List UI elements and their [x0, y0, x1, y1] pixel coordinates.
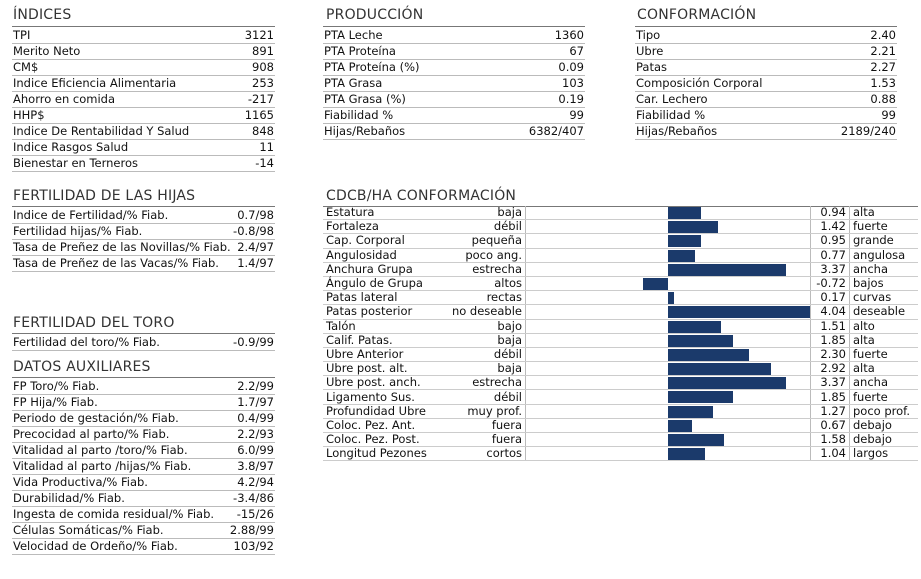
- cdcb-value: 0.77: [811, 248, 850, 262]
- list-row: [12, 76, 275, 92]
- row-label: Tasa de Preñez de las Vacas/% Fiab.: [13, 256, 219, 270]
- cdcb-trait: Coloc. Pez. Ant.: [323, 418, 439, 432]
- row-label: Vitalidad al parto /hijas/% Fiab.: [13, 459, 192, 473]
- row-label: Indice De Rentabilidad Y Salud: [13, 124, 190, 138]
- row-label: Periodo de gestación/% Fiab.: [13, 411, 179, 425]
- list-row: [12, 28, 275, 44]
- indices-list: [12, 28, 275, 172]
- cdcb-bar-cell: [526, 390, 811, 404]
- cdcb-bar: [668, 250, 695, 262]
- row-value: 4.2/94: [237, 475, 274, 489]
- cdcb-trait: Talón: [323, 319, 439, 333]
- cdcb-row: [323, 248, 918, 262]
- cdcb-trait: Longitud Pezones: [323, 447, 439, 461]
- cdcb-bar-cell: [526, 220, 811, 234]
- row-value: 3.8/97: [237, 459, 274, 473]
- row-label: PTA Grasa: [324, 76, 383, 90]
- cdcb-low-label: muy prof.: [439, 404, 526, 418]
- row-label: Hijas/Rebaños: [324, 124, 406, 138]
- list-row: [12, 140, 275, 156]
- cdcb-value: 1.04: [811, 447, 850, 461]
- cdcb-row: [323, 319, 918, 333]
- cdcb-high-label: largos: [850, 447, 919, 461]
- cdcb-value: 1.85: [811, 390, 850, 404]
- cdcb-low-label: estrecha: [439, 376, 526, 390]
- list-row: [12, 240, 275, 256]
- cdcb-trait: Ubre post. alt.: [323, 362, 439, 376]
- cdcb-bar-cell: [526, 248, 811, 262]
- row-label: Car. Lechero: [636, 92, 708, 106]
- row-label: Fiabilidad %: [636, 108, 706, 122]
- row-value: 908: [252, 60, 274, 74]
- conformacion-list: [635, 28, 897, 140]
- list-row: [323, 44, 585, 60]
- row-label: Ahorro en comida: [13, 92, 116, 106]
- cdcb-bar: [668, 235, 701, 247]
- cdcb-bar: [668, 420, 692, 432]
- cdcb-bar: [668, 221, 718, 233]
- row-value: 0.4/99: [237, 411, 274, 425]
- row-label: Hijas/Rebaños: [636, 124, 718, 138]
- list-row: [12, 427, 275, 443]
- cdcb-high-label: deseable: [850, 305, 919, 319]
- cdcb-trait: Estatura: [323, 206, 439, 220]
- row-value: 103/92: [233, 539, 274, 553]
- row-label: Precocidad al parto/% Fiab.: [13, 427, 170, 441]
- cdcb-high-label: debajo: [850, 433, 919, 447]
- cdcb-value: 1.51: [811, 319, 850, 333]
- cdcb-value: 3.37: [811, 262, 850, 276]
- cdcb-trait: Coloc. Pez. Post.: [323, 433, 439, 447]
- cdcb-value: -0.72: [811, 276, 850, 290]
- row-label: PTA Proteína: [324, 44, 396, 58]
- cdcb-bar: [668, 406, 713, 418]
- cdcb-high-label: poco prof.: [850, 404, 919, 418]
- row-value: 11: [259, 140, 274, 154]
- cdcb-trait: Patas lateral: [323, 291, 439, 305]
- row-value: -217: [247, 92, 274, 106]
- list-row: [12, 224, 275, 240]
- indices-title-rule: [12, 26, 275, 27]
- cdcb-value: 2.30: [811, 347, 850, 361]
- row-label: Células Somáticas/% Fiab.: [13, 523, 164, 537]
- list-row: [12, 208, 275, 224]
- cdcb-low-label: pequeña: [439, 234, 526, 248]
- fertilidad-toro-title-rule: [12, 333, 275, 334]
- cdcb-row: [323, 206, 918, 220]
- cdcb-trait: Ligamento Sus.: [323, 390, 439, 404]
- row-label: Indice Eficiencia Alimentaria: [13, 76, 177, 90]
- cdcb-row: [323, 262, 918, 276]
- row-label: Merito Neto: [13, 44, 81, 58]
- cdcb-trait: Calif. Patas.: [323, 333, 439, 347]
- cdcb-low-label: estrecha: [439, 262, 526, 276]
- list-row: [635, 76, 897, 92]
- row-label: Indice de Fertilidad/% Fiab.: [13, 208, 169, 222]
- cdcb-low-label: no deseable: [439, 305, 526, 319]
- cdcb-low-label: baja: [439, 333, 526, 347]
- row-label: FP Toro/% Fiab.: [13, 379, 100, 393]
- list-row: [12, 491, 275, 507]
- cdcb-trait: Angulosidad: [323, 248, 439, 262]
- cdcb-high-label: alta: [850, 206, 919, 220]
- cdcb-high-label: bajos: [850, 276, 919, 290]
- cdcb-trait: Ubre Anterior: [323, 347, 439, 361]
- cdcb-low-label: débil: [439, 347, 526, 361]
- cdcb-value: 0.94: [811, 206, 850, 220]
- row-label: Indice Rasgos Salud: [13, 140, 129, 154]
- indices-title: ÍNDICES: [13, 7, 72, 23]
- cdcb-value: 0.67: [811, 418, 850, 432]
- conformacion-title-rule: [635, 26, 897, 27]
- cdcb-row: [323, 418, 918, 432]
- cdcb-high-label: fuerte: [850, 220, 919, 234]
- list-row: [323, 92, 585, 108]
- cdcb-bar-cell: [526, 433, 811, 447]
- cdcb-bar-cell: [526, 376, 811, 390]
- list-row: [323, 76, 585, 92]
- cdcb-high-label: debajo: [850, 418, 919, 432]
- cdcb-value: 2.92: [811, 362, 850, 376]
- row-value: -14: [255, 156, 274, 170]
- list-row: [12, 44, 275, 60]
- row-value: 6.0/99: [237, 443, 274, 457]
- cdcb-bar: [668, 391, 733, 403]
- cdcb-bar-cell: [526, 262, 811, 276]
- cdcb-row: [323, 291, 918, 305]
- row-value: -0.9/99: [233, 335, 274, 349]
- list-row: [12, 335, 275, 351]
- row-label: Velocidad de Ordeño/% Fiab.: [13, 539, 178, 553]
- row-value: 1360: [554, 28, 584, 42]
- cdcb-bar: [668, 292, 674, 304]
- row-label: HHP$: [13, 108, 45, 122]
- cdcb-low-label: cortos: [439, 447, 526, 461]
- cdcb-bar-cell: [526, 362, 811, 376]
- row-label: Fertilidad hijas/% Fiab.: [13, 224, 143, 238]
- cdcb-bar-cell: [526, 276, 811, 290]
- cdcb-bar-cell: [526, 291, 811, 305]
- cdcb-row: [323, 376, 918, 390]
- cdcb-trait: Ubre post. anch.: [323, 376, 439, 390]
- list-row: [323, 28, 585, 44]
- cdcb-high-label: fuerte: [850, 347, 919, 361]
- row-value: 2.88/99: [229, 523, 274, 537]
- produccion-list: [323, 28, 585, 140]
- row-label: Fiabilidad %: [324, 108, 394, 122]
- cdcb-bar: [668, 335, 733, 347]
- list-row: [635, 44, 897, 60]
- row-value: 891: [252, 44, 274, 58]
- cdcb-bar: [668, 377, 786, 389]
- row-value: 2.2/99: [237, 379, 274, 393]
- cdcb-value: 3.37: [811, 376, 850, 390]
- cdcb-low-label: rectas: [439, 291, 526, 305]
- cdcb-high-label: ancha: [850, 262, 919, 276]
- cdcb-row: [323, 333, 918, 347]
- datos-auxiliares-title: DATOS AUXILIARES: [13, 359, 151, 375]
- row-label: Composición Corporal: [636, 76, 763, 90]
- cdcb-row: [323, 447, 918, 461]
- row-value: 2189/240: [840, 124, 896, 138]
- row-label: Tipo: [636, 28, 661, 42]
- cdcb-value: 0.17: [811, 291, 850, 305]
- cdcb-bar-cell: [526, 234, 811, 248]
- list-row: [12, 459, 275, 475]
- cdcb-low-label: bajo: [439, 319, 526, 333]
- list-row: [12, 539, 275, 555]
- row-value: 3121: [244, 28, 274, 42]
- cdcb-row: [323, 234, 918, 248]
- list-row: [12, 60, 275, 76]
- row-value: 1.7/97: [237, 395, 274, 409]
- cdcb-value: 1.85: [811, 333, 850, 347]
- list-row: [12, 92, 275, 108]
- cdcb-row: [323, 276, 918, 290]
- list-row: [12, 475, 275, 491]
- row-value: 1.4/97: [237, 256, 274, 270]
- cdcb-value: 1.58: [811, 433, 850, 447]
- list-row: [12, 124, 275, 140]
- cdcb-row: [323, 404, 918, 418]
- cdcb-value: 4.04: [811, 305, 850, 319]
- cdcb-row: [323, 390, 918, 404]
- cdcb-row: [323, 433, 918, 447]
- cdcb-bar: [668, 264, 786, 276]
- cdcb-high-label: ancha: [850, 376, 919, 390]
- row-value: 253: [252, 76, 274, 90]
- cdcb-low-label: fuera: [439, 433, 526, 447]
- cdcb-low-label: baja: [439, 206, 526, 220]
- list-row: [12, 411, 275, 427]
- produccion-title-rule: [323, 26, 585, 27]
- datos-auxiliares-list: [12, 379, 275, 555]
- row-value: 2.21: [870, 44, 896, 58]
- cdcb-row: [323, 362, 918, 376]
- cdcb-high-label: grande: [850, 234, 919, 248]
- row-value: 0.19: [558, 92, 584, 106]
- cdcb-trait: Patas posterior: [323, 305, 439, 319]
- cdcb-conformation-table: [323, 206, 918, 461]
- cdcb-high-label: angulosa: [850, 248, 919, 262]
- row-value: 848: [252, 124, 274, 138]
- list-row: [12, 395, 275, 411]
- row-label: Patas: [636, 60, 668, 74]
- cdcb-low-label: débil: [439, 220, 526, 234]
- cdcb-row: [323, 220, 918, 234]
- list-row: [12, 507, 275, 523]
- cdcb-high-label: fuerte: [850, 390, 919, 404]
- row-value: 0.7/98: [237, 208, 274, 222]
- cdcb-low-label: poco ang.: [439, 248, 526, 262]
- cdcb-bar-cell: [526, 305, 811, 319]
- row-value: 99: [569, 108, 584, 122]
- row-label: PTA Leche: [324, 28, 383, 42]
- cdcb-trait: Profundidad Ubre: [323, 404, 439, 418]
- cdcb-bar-cell: [526, 347, 811, 361]
- cdcb-low-label: altos: [439, 276, 526, 290]
- row-value: 103: [562, 76, 584, 90]
- list-row: [12, 108, 275, 124]
- cdcb-bar: [668, 363, 771, 375]
- row-value: 2.40: [870, 28, 896, 42]
- cdcb-low-label: fuera: [439, 418, 526, 432]
- row-label: Durabilidad/% Fiab.: [13, 491, 125, 505]
- row-label: Ingesta de comida residual/% Fiab.: [13, 507, 215, 521]
- cdcb-bar-cell: [526, 319, 811, 333]
- row-value: 67: [569, 44, 584, 58]
- cdcb-high-label: alto: [850, 319, 919, 333]
- row-value: 0.09: [558, 60, 584, 74]
- cdcb-bar-cell: [526, 447, 811, 461]
- cdcb-bar: [668, 349, 749, 361]
- fertilidad-toro-title: FERTILIDAD DEL TORO: [13, 315, 175, 331]
- cdcb-value: 1.42: [811, 220, 850, 234]
- cdcb-high-label: alta: [850, 362, 919, 376]
- list-row: [323, 60, 585, 76]
- cdcb-value: 1.27: [811, 404, 850, 418]
- row-label: TPI: [13, 28, 31, 42]
- produccion-title: PRODUCCIÓN: [326, 7, 424, 23]
- cdcb-row: [323, 347, 918, 361]
- row-label: Fertilidad del toro/% Fiab.: [13, 335, 160, 349]
- cdcb-bar-cell: [526, 206, 811, 220]
- list-row: [12, 379, 275, 395]
- row-value: 2.2/93: [237, 427, 274, 441]
- row-value: 1165: [244, 108, 274, 122]
- row-value: 6382/407: [528, 124, 584, 138]
- cdcb-high-label: alta: [850, 333, 919, 347]
- row-value: 2.27: [870, 60, 896, 74]
- row-label: Vida Productiva/% Fiab.: [13, 475, 148, 489]
- row-value: 2.4/97: [237, 240, 274, 254]
- list-row: [635, 28, 897, 44]
- list-row: [635, 108, 897, 124]
- fertilidad-hijas-title: FERTILIDAD DE LAS HIJAS: [13, 188, 196, 204]
- cdcb-bar: [668, 306, 810, 318]
- datos-auxiliares-title-rule: [12, 377, 275, 378]
- cdcb-bar-cell: [526, 404, 811, 418]
- cdcb-bar: [668, 434, 724, 446]
- list-row: [635, 60, 897, 76]
- row-value: -3.4/86: [233, 491, 274, 505]
- cdcb-low-label: débil: [439, 390, 526, 404]
- row-label: Bienestar en Terneros: [13, 156, 139, 170]
- list-row: [635, 92, 897, 108]
- cdcb-trait: Anchura Grupa: [323, 262, 439, 276]
- cdcb-bar: [668, 321, 721, 333]
- row-value: -0.8/98: [233, 224, 274, 238]
- cdcb-row: [323, 305, 918, 319]
- row-label: Tasa de Preñez de las Novillas/% Fiab.: [13, 240, 231, 254]
- cdcb-trait: Cap. Corporal: [323, 234, 439, 248]
- row-label: CM$: [13, 60, 39, 74]
- row-value: 0.88: [870, 92, 896, 106]
- cdcb-bar: [643, 278, 668, 290]
- list-row: [323, 124, 585, 140]
- cdcb-trait: Fortaleza: [323, 220, 439, 234]
- fertilidad-hijas-list: [12, 208, 275, 272]
- fertilidad-toro-list: [12, 335, 275, 351]
- list-row: [635, 124, 897, 140]
- list-row: [12, 156, 275, 172]
- cdcb-trait: Ángulo de Grupa: [323, 276, 439, 290]
- row-value: -15/26: [236, 507, 274, 521]
- row-value: 99: [881, 108, 896, 122]
- list-row: [12, 256, 275, 272]
- cdcb-low-label: baja: [439, 362, 526, 376]
- cdcb-bar-cell: [526, 418, 811, 432]
- row-label: Vitalidad al parto /toro/% Fiab.: [13, 443, 188, 457]
- list-row: [323, 108, 585, 124]
- cdcb-bar: [668, 448, 705, 460]
- list-row: [12, 443, 275, 459]
- row-value: 1.53: [870, 76, 896, 90]
- row-label: PTA Grasa (%): [324, 92, 406, 106]
- row-label: FP Hija/% Fiab.: [13, 395, 98, 409]
- list-row: [12, 523, 275, 539]
- row-label: PTA Proteína (%): [324, 60, 420, 74]
- cdcb-bar-cell: [526, 333, 811, 347]
- cdcb-value: 0.95: [811, 234, 850, 248]
- cdcb-high-label: curvas: [850, 291, 919, 305]
- cdcb-title: CDCB/HA CONFORMACIÓN: [326, 188, 517, 204]
- row-label: Ubre: [636, 44, 664, 58]
- cdcb-bar: [668, 207, 701, 219]
- fertilidad-hijas-title-rule: [12, 206, 275, 207]
- conformacion-title: CONFORMACIÓN: [637, 7, 757, 23]
